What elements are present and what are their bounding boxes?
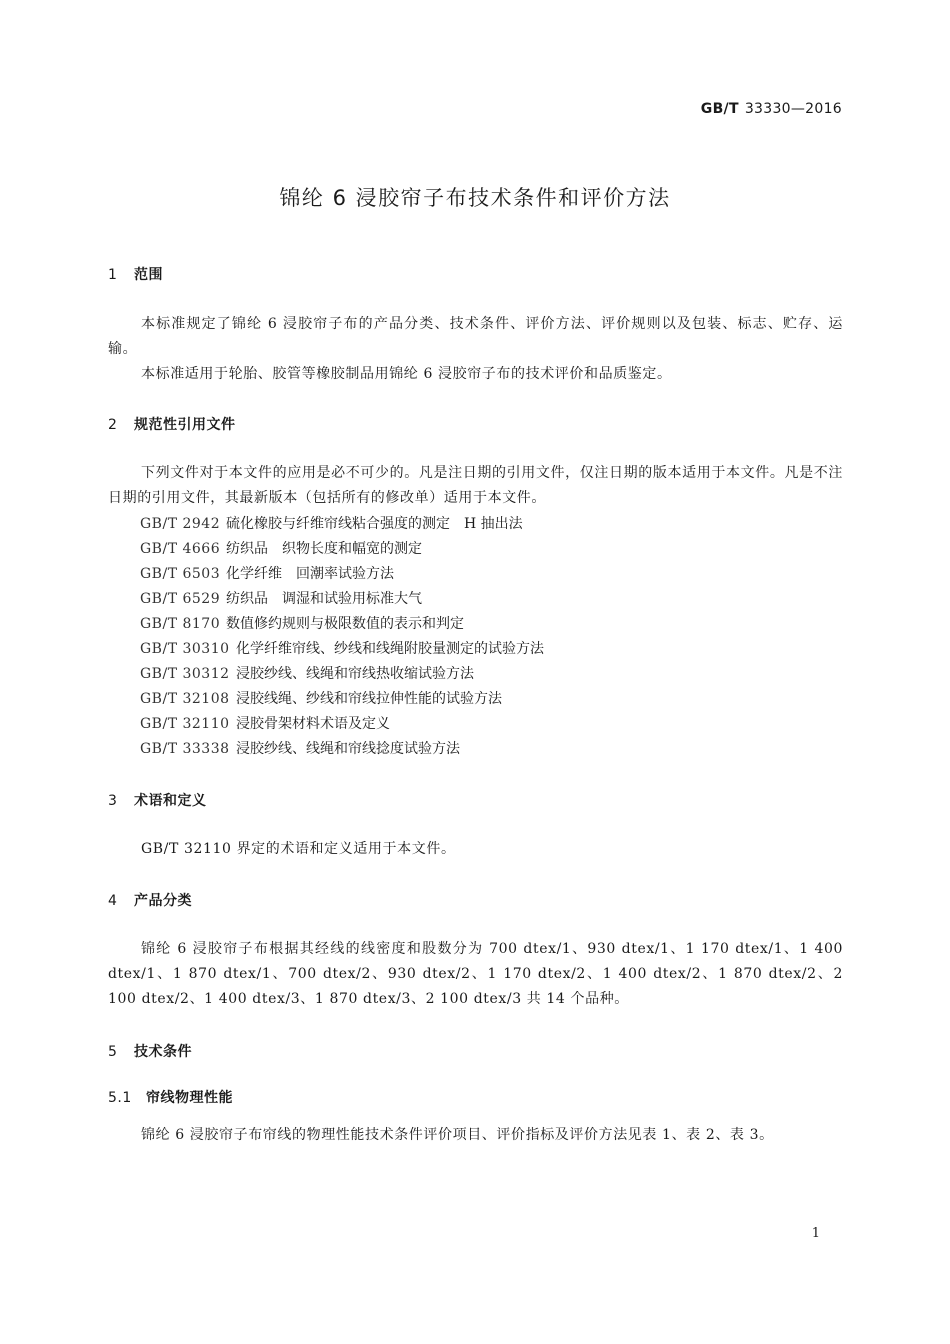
standard-prefix: GB/T	[700, 101, 739, 117]
standard-number: 33330—2016	[744, 101, 842, 117]
section-number: 1	[108, 267, 118, 283]
reference-title: 浸胶线绳、纱线和帘线拉伸性能的试验方法	[236, 691, 502, 707]
reference-item	[140, 612, 544, 637]
section-1-paragraph-2: 本标准适用于轮胎、胶管等橡胶制品用锦纶 6 浸胶帘子布的技术评价和品质鉴定。	[141, 366, 672, 382]
section-title: 范围	[134, 267, 163, 283]
subsection-5-1-paragraph-1: 锦纶 6 浸胶帘子布帘线的物理性能技术条件评价项目、评价指标及评价方法见表 1、表 2、表 3。	[141, 1127, 774, 1143]
section-4-paragraph-1: 锦纶 6 浸胶帘子布根据其经线的线密度和股数分为 700 dtex/1、930 dtex/1、1 170 dtex/1、1 400 dtex/1、1 870 dtex/1、700 dtex/2、930 dtex/2、1 170 dtex/2、1 400 dtex/2、1 870 dtex/2、2 100 dtex/2、1 400 dtex/3、1 870 dtex/3、2 100 dtex/3 共 14 个品种。	[108, 941, 843, 1007]
reference-code: GB/T 32108	[140, 691, 230, 707]
reference-title: 化学纤维 回潮率试验方法	[226, 566, 394, 582]
reference-code: GB/T 6529	[140, 591, 221, 607]
reference-code: GB/T 6503	[140, 566, 221, 582]
reference-item	[140, 662, 544, 687]
section-5-heading	[108, 1041, 192, 1061]
reference-item	[140, 687, 544, 712]
section-4-heading	[108, 890, 192, 910]
section-1-paragraph-1: 本标准规定了锦纶 6 浸胶帘子布的产品分类、技术条件、评价方法、评价规则以及包装、标志、贮存、运输。	[108, 316, 843, 357]
standard-code	[701, 101, 842, 117]
reference-title: 硫化橡胶与纤维帘线粘合强度的测定 H 抽出法	[226, 516, 523, 532]
section-number: 5	[108, 1044, 118, 1060]
document-title: 锦纶 6 浸胶帘子布技术条件和评价方法	[279, 186, 671, 210]
reference-code: GB/T 30312	[140, 666, 230, 682]
page-number: 1	[811, 1226, 820, 1241]
reference-title: 浸胶骨架材料术语及定义	[236, 716, 390, 732]
subsection-5-1-heading	[108, 1087, 233, 1107]
section-title: 术语和定义	[134, 793, 207, 809]
section-1-heading	[108, 264, 163, 284]
section-2-heading	[108, 414, 236, 434]
reference-title: 纺织品 织物长度和幅宽的测定	[226, 541, 422, 557]
section-number: 4	[108, 893, 118, 909]
reference-item	[140, 562, 544, 587]
subsection-title: 帘线物理性能	[146, 1090, 233, 1106]
section-2-paragraph-1: 下列文件对于本文件的应用是必不可少的。凡是注日期的引用文件，仅注日期的版本适用于本文件。凡是不注日期的引用文件，其最新版本（包括所有的修改单）适用于本文件。	[108, 465, 843, 506]
reference-item	[140, 737, 544, 762]
reference-code: GB/T 2942	[140, 516, 221, 532]
reference-title: 浸胶纱线、线绳和帘线捻度试验方法	[236, 741, 460, 757]
reference-code: GB/T 32110	[140, 716, 230, 732]
section-number: 2	[108, 417, 118, 433]
section-title: 技术条件	[134, 1044, 192, 1060]
reference-code: GB/T 30310	[140, 641, 230, 657]
reference-code: GB/T 33338	[140, 741, 230, 757]
reference-code: GB/T 8170	[140, 616, 221, 632]
reference-item	[140, 537, 544, 562]
reference-title: 浸胶纱线、线绳和帘线热收缩试验方法	[236, 666, 474, 682]
section-title: 产品分类	[134, 893, 192, 909]
subsection-number: 5.1	[108, 1090, 132, 1106]
reference-item	[140, 637, 544, 662]
section-title: 规范性引用文件	[134, 417, 236, 433]
reference-code: GB/T 4666	[140, 541, 221, 557]
section-number: 3	[108, 793, 118, 809]
reference-title: 数值修约规则与极限数值的表示和判定	[226, 616, 464, 632]
reference-item	[140, 512, 544, 537]
normative-references-list	[140, 512, 544, 762]
section-3-heading	[108, 790, 207, 810]
reference-title: 化学纤维帘线、纱线和线绳附胶量测定的试验方法	[236, 641, 544, 657]
reference-item	[140, 712, 544, 737]
section-3-paragraph-1: GB/T 32110 界定的术语和定义适用于本文件。	[141, 841, 456, 857]
reference-title: 纺织品 调湿和试验用标准大气	[226, 591, 422, 607]
reference-item	[140, 587, 544, 612]
